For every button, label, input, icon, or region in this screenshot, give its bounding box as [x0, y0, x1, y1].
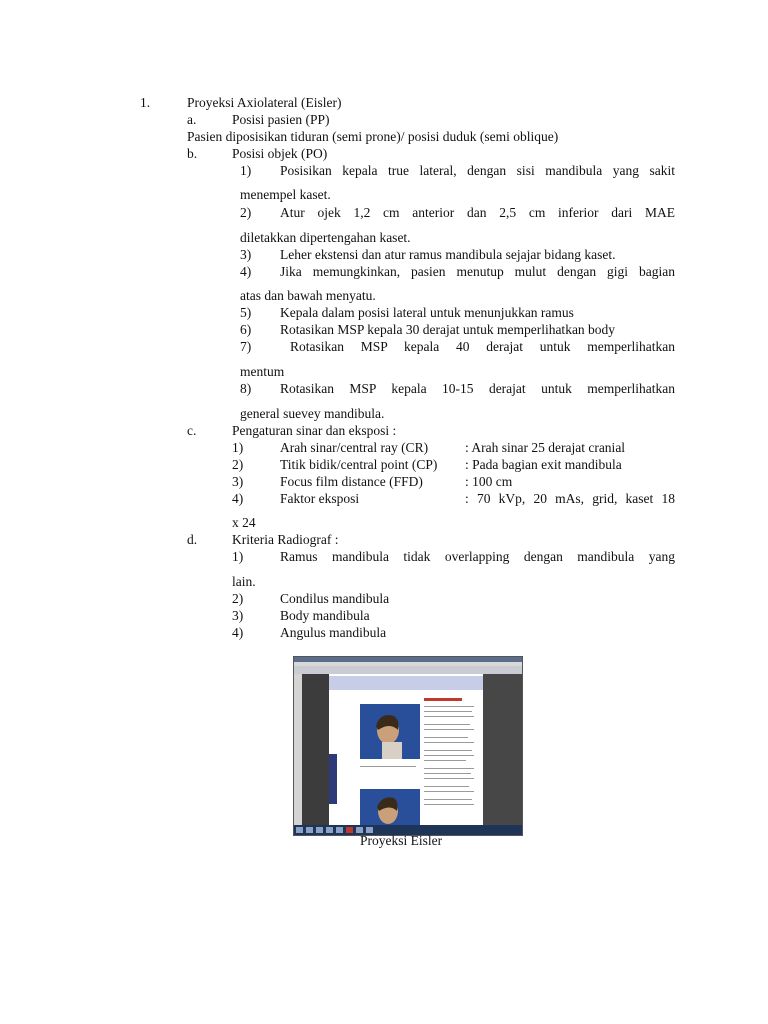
parameter-label: Titik bidik/central point (CP) — [280, 457, 438, 472]
screenshot-text-line — [424, 750, 472, 751]
subsection-letter: a. — [187, 112, 197, 127]
subsection-title: Kriteria Radiograf : — [232, 532, 339, 547]
list-number: 7) — [240, 339, 252, 354]
parameter-value: : 100 cm — [465, 474, 513, 489]
parameter-value-continued: x 24 — [232, 515, 256, 530]
subsection-letter: b. — [187, 146, 198, 161]
screenshot-text-line — [424, 724, 470, 725]
list-text: Condilus mandibula — [280, 591, 390, 606]
screenshot-text-line — [424, 773, 471, 774]
screenshot-text-line — [424, 706, 474, 707]
list-number: 4) — [232, 625, 244, 640]
screenshot-text-line — [424, 737, 468, 738]
subsection-letter: c. — [187, 423, 197, 438]
list-text: Rotasikan MSP kepala 10-15 derajat untuk memperlihatkan — [280, 381, 675, 396]
screenshot-text-line — [424, 716, 474, 717]
list-number: 2) — [240, 205, 252, 220]
item-number: 1. — [140, 95, 151, 110]
list-number: 3) — [232, 608, 244, 623]
screenshot-text-line — [424, 742, 474, 743]
screenshot-figure-caption-line — [360, 766, 416, 767]
screenshot-text-line — [424, 755, 474, 756]
list-number: 5) — [240, 305, 252, 320]
screenshot-text-line — [424, 804, 474, 805]
screenshot-page-header-band — [329, 676, 483, 690]
list-text: Kepala dalam posisi lateral untuk menunjukkan ramus — [280, 305, 574, 320]
screenshot-patient-photo-2 — [360, 789, 420, 825]
list-text: Ramus mandibula tidak overlapping dengan mandibula yang — [280, 549, 675, 564]
screenshot-document-page — [329, 674, 483, 825]
screenshot-toolbar — [294, 666, 522, 674]
list-text: Rotasikan MSP kepala 40 derajat untuk memperlihatkan — [290, 339, 675, 354]
patient-silhouette-icon — [360, 789, 420, 825]
screenshot-text-line — [424, 729, 474, 730]
screenshot-text-line — [424, 799, 472, 800]
list-number: 4) — [240, 264, 252, 279]
parameter-value: : 70 kVp, 20 mAs, grid, kaset 18 — [465, 491, 675, 506]
screenshot-patient-photo — [360, 704, 420, 759]
list-text: Posisikan kepala true lateral, dengan sisi mandibula yang sakit — [280, 163, 675, 178]
screenshot-text-line — [424, 711, 472, 712]
list-text-continued: mentum — [240, 364, 285, 379]
screenshot-text-line — [424, 791, 474, 792]
screenshot-page-side-tab — [329, 754, 337, 804]
screenshot-text-line — [424, 786, 469, 787]
section-title: Proyeksi Axiolateral (Eisler) — [187, 95, 342, 110]
list-number: 1) — [240, 163, 252, 178]
paragraph: Pasien diposisikan tiduran (semi prone)/ posisi duduk (semi oblique) — [187, 129, 559, 144]
list-number: 1) — [232, 549, 244, 564]
parameter-value: : Arah sinar 25 derajat cranial — [465, 440, 626, 455]
list-text-continued: menempel kaset. — [240, 187, 331, 202]
list-text-continued: lain. — [232, 574, 256, 589]
subsection-letter: d. — [187, 532, 198, 547]
list-number: 2) — [232, 591, 244, 606]
patient-silhouette-icon — [360, 704, 420, 759]
list-number: 4) — [232, 491, 244, 506]
subsection-title: Posisi pasien (PP) — [232, 112, 330, 127]
screenshot-red-heading — [424, 698, 462, 701]
list-text: Body mandibula — [280, 608, 370, 623]
list-number: 3) — [240, 247, 252, 262]
list-number: 2) — [232, 457, 244, 472]
figure-caption: Proyeksi Eisler — [360, 833, 443, 848]
list-text: Jika memungkinkan, pasien menutup mulut dengan gigi bagian — [280, 264, 675, 279]
list-text-continued: atas dan bawah menyatu. — [240, 288, 376, 303]
list-text-continued: diletakkan dipertengahan kaset. — [240, 230, 411, 245]
list-text: Rotasikan MSP kepala 30 derajat untuk memperlihatkan body — [280, 322, 616, 337]
screenshot-side-panel — [294, 674, 302, 825]
screenshot-text-line — [424, 760, 466, 761]
list-text: Atur ojek 1,2 cm anterior dan 2,5 cm inferior dari MAE — [280, 205, 675, 220]
parameter-label: Faktor eksposi — [280, 491, 360, 506]
list-number: 8) — [240, 381, 252, 396]
subsection-title: Posisi objek (PO) — [232, 146, 328, 161]
subsection-title: Pengaturan sinar dan eksposi : — [232, 423, 397, 438]
parameter-label: Focus film distance (FFD) — [280, 474, 423, 489]
list-text: Leher ekstensi dan atur ramus mandibula sejajar bidang kaset. — [280, 247, 616, 262]
list-number: 6) — [240, 322, 252, 337]
list-text: Angulus mandibula — [280, 625, 387, 640]
list-text-continued: general suevey mandibula. — [240, 406, 385, 421]
list-number: 3) — [232, 474, 244, 489]
list-number: 1) — [232, 440, 244, 455]
screenshot-text-line — [424, 768, 474, 769]
embedded-screenshot-image — [293, 656, 523, 836]
parameter-label: Arah sinar/central ray (CR) — [280, 440, 429, 455]
screenshot-viewer-background — [483, 674, 522, 825]
screenshot-text-line — [424, 778, 474, 779]
parameter-value: : Pada bagian exit mandibula — [465, 457, 622, 472]
